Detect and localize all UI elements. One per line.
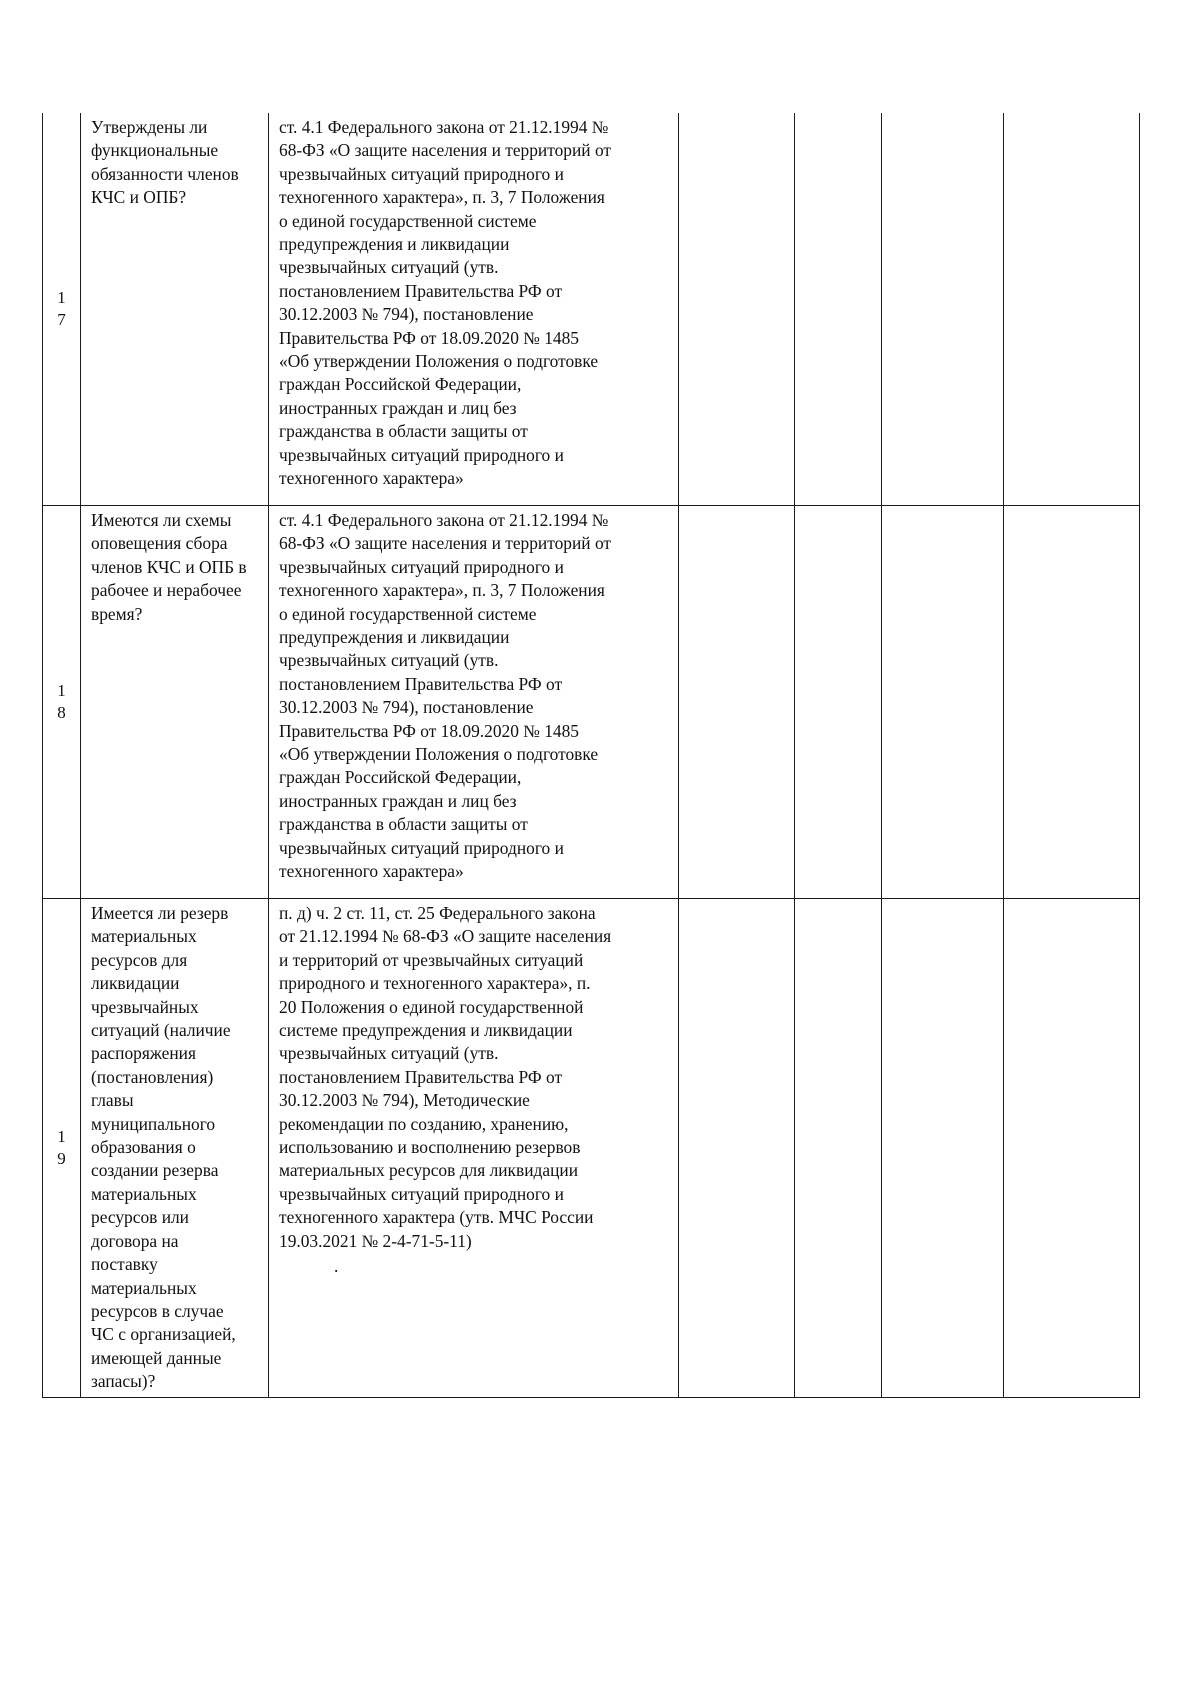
question-text: Имеются ли схемы оповещения сбора членов КЧС и ОПБ в рабочее и нерабочее время? <box>91 510 247 624</box>
row-number-cell <box>43 506 81 899</box>
answer-no-cell <box>795 113 882 506</box>
row-number: 1 8 <box>57 680 66 722</box>
answer-yes-cell <box>679 113 795 506</box>
remarks-cell <box>1004 899 1140 1398</box>
question-text: Имеется ли резерв материальных ресурсов для ликвидации чрезвычайных ситуаций (наличие распоряжения (постановления) главы муниципального образования о создании резерва материальных ресурсов или договора на поставку материальных ресурсов в случае ЧС с организацией, имеющей данные запасы)? <box>91 903 236 1392</box>
row-number-cell <box>43 899 81 1398</box>
answer-yes-cell <box>679 506 795 899</box>
stray-mark: . <box>334 1256 339 1277</box>
row-number: 1 9 <box>57 1126 66 1168</box>
checklist-table <box>42 113 1140 1398</box>
row-number-cell <box>43 113 81 506</box>
legal-basis-cell <box>269 899 679 1398</box>
answer-no-cell <box>795 506 882 899</box>
question-cell <box>81 113 269 506</box>
question-cell <box>81 506 269 899</box>
remarks-cell <box>1004 113 1140 506</box>
question-cell <box>81 899 269 1398</box>
row-number: 1 7 <box>57 287 66 329</box>
legal-basis-text: п. д) ч. 2 ст. 11, ст. 25 Федерального закона от 21.12.1994 № 68-ФЗ «О защите населения и территорий от чрезвычайных ситуаций природного и техногенного характера», п. 20 Положения о единой государственной системе предупреждения и ликвидации чрезвычайных ситуаций (утв. постановлением Правительства РФ от 30.12.2003 № 794), Методические рекомендации по созданию, хранению, использованию и восполнению резервов материальных ресурсов для ликвидации чрезвычайных ситуаций природного и техногенного характера (утв. МЧС России 19.03.2021 № 2-4-71-5-11) <box>279 903 612 1251</box>
answer-yes-cell <box>679 899 795 1398</box>
legal-basis-text: ст. 4.1 Федерального закона от 21.12.1994 № 68-ФЗ «О защите населения и территорий от чрезвычайных ситуаций природного и техногенного характера», п. 3, 7 Положения о единой государственной системе предупреждения и ликвидации чрезвычайных ситуаций (утв. постановлением Правительства РФ от 30.12.2003 № 794), постановление Правительства РФ от 18.09.2020 № 1485 «Об утверждении Положения о подготовке граждан Российской Федерации, иностранных граждан и лиц без гражданства в области защиты от чрезвычайных ситуаций природного и техногенного характера» <box>279 117 612 489</box>
remarks-cell <box>1004 506 1140 899</box>
question-text: Утверждены ли функциональные обязанности членов КЧС и ОПБ? <box>91 117 239 208</box>
legal-basis-cell <box>269 506 679 899</box>
not-applicable-cell <box>882 113 1004 506</box>
answer-no-cell <box>795 899 882 1398</box>
legal-basis-cell <box>269 113 679 506</box>
not-applicable-cell <box>882 899 1004 1398</box>
not-applicable-cell <box>882 506 1004 899</box>
table-row <box>43 506 1140 899</box>
table-row <box>43 113 1140 506</box>
table-row <box>43 899 1140 1398</box>
legal-basis-text: ст. 4.1 Федерального закона от 21.12.1994 № 68-ФЗ «О защите населения и территорий от чрезвычайных ситуаций природного и техногенного характера», п. 3, 7 Положения о единой государственной системе предупреждения и ликвидации чрезвычайных ситуаций (утв. постановлением Правительства РФ от 30.12.2003 № 794), постановление Правительства РФ от 18.09.2020 № 1485 «Об утверждении Положения о подготовке граждан Российской Федерации, иностранных граждан и лиц без гражданства в области защиты от чрезвычайных ситуаций природного и техногенного характера» <box>279 510 612 882</box>
